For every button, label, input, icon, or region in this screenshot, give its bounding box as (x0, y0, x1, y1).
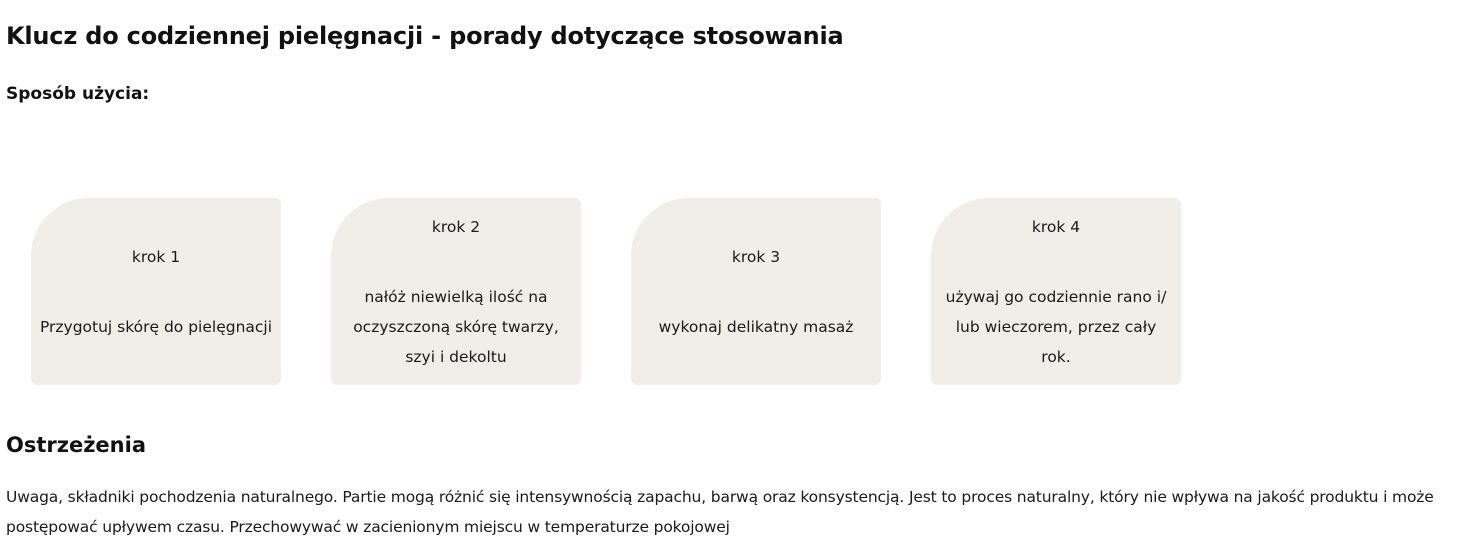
step-text: używaj go codziennie rano i/ lub wieczorem, przez cały rok. (945, 287, 1167, 366)
page-title: Klucz do codziennej pielęgnacji - porady dotyczące stosowania (6, 22, 844, 50)
step-label: krok 3 (731, 247, 781, 266)
warnings-heading: Ostrzeżenia (6, 433, 146, 457)
steps-list (31, 198, 1191, 385)
step-card-1 (31, 198, 281, 385)
step-label: krok 1 (131, 247, 181, 266)
step-text: Przygotuj skórę do pielęgnacji (39, 317, 273, 336)
usage-heading: Sposób użycia: (6, 84, 150, 104)
step-text: nałóż niewielką ilość na oczyszczoną skórę twarzy, szyi i dekoltu (353, 287, 559, 366)
step-card-4 (931, 198, 1181, 385)
step-text: wykonaj delikatny masaż (658, 317, 854, 336)
step-card-2 (331, 198, 581, 385)
step-label: krok 2 (431, 217, 481, 236)
warnings-text: Uwaga, składniki pochodzenia naturalnego. Partie mogą różnić się intensywnością zapachu, barwą oraz konsystencją. Jest to proces naturalny, który nie wpływa na jakość produktu i może postępować upływem czasu. Przechowywać w zacienionym miejscu w temperaturze pokojowej (6, 488, 1434, 536)
step-card-3 (631, 198, 881, 385)
step-label: krok 4 (1031, 217, 1081, 236)
